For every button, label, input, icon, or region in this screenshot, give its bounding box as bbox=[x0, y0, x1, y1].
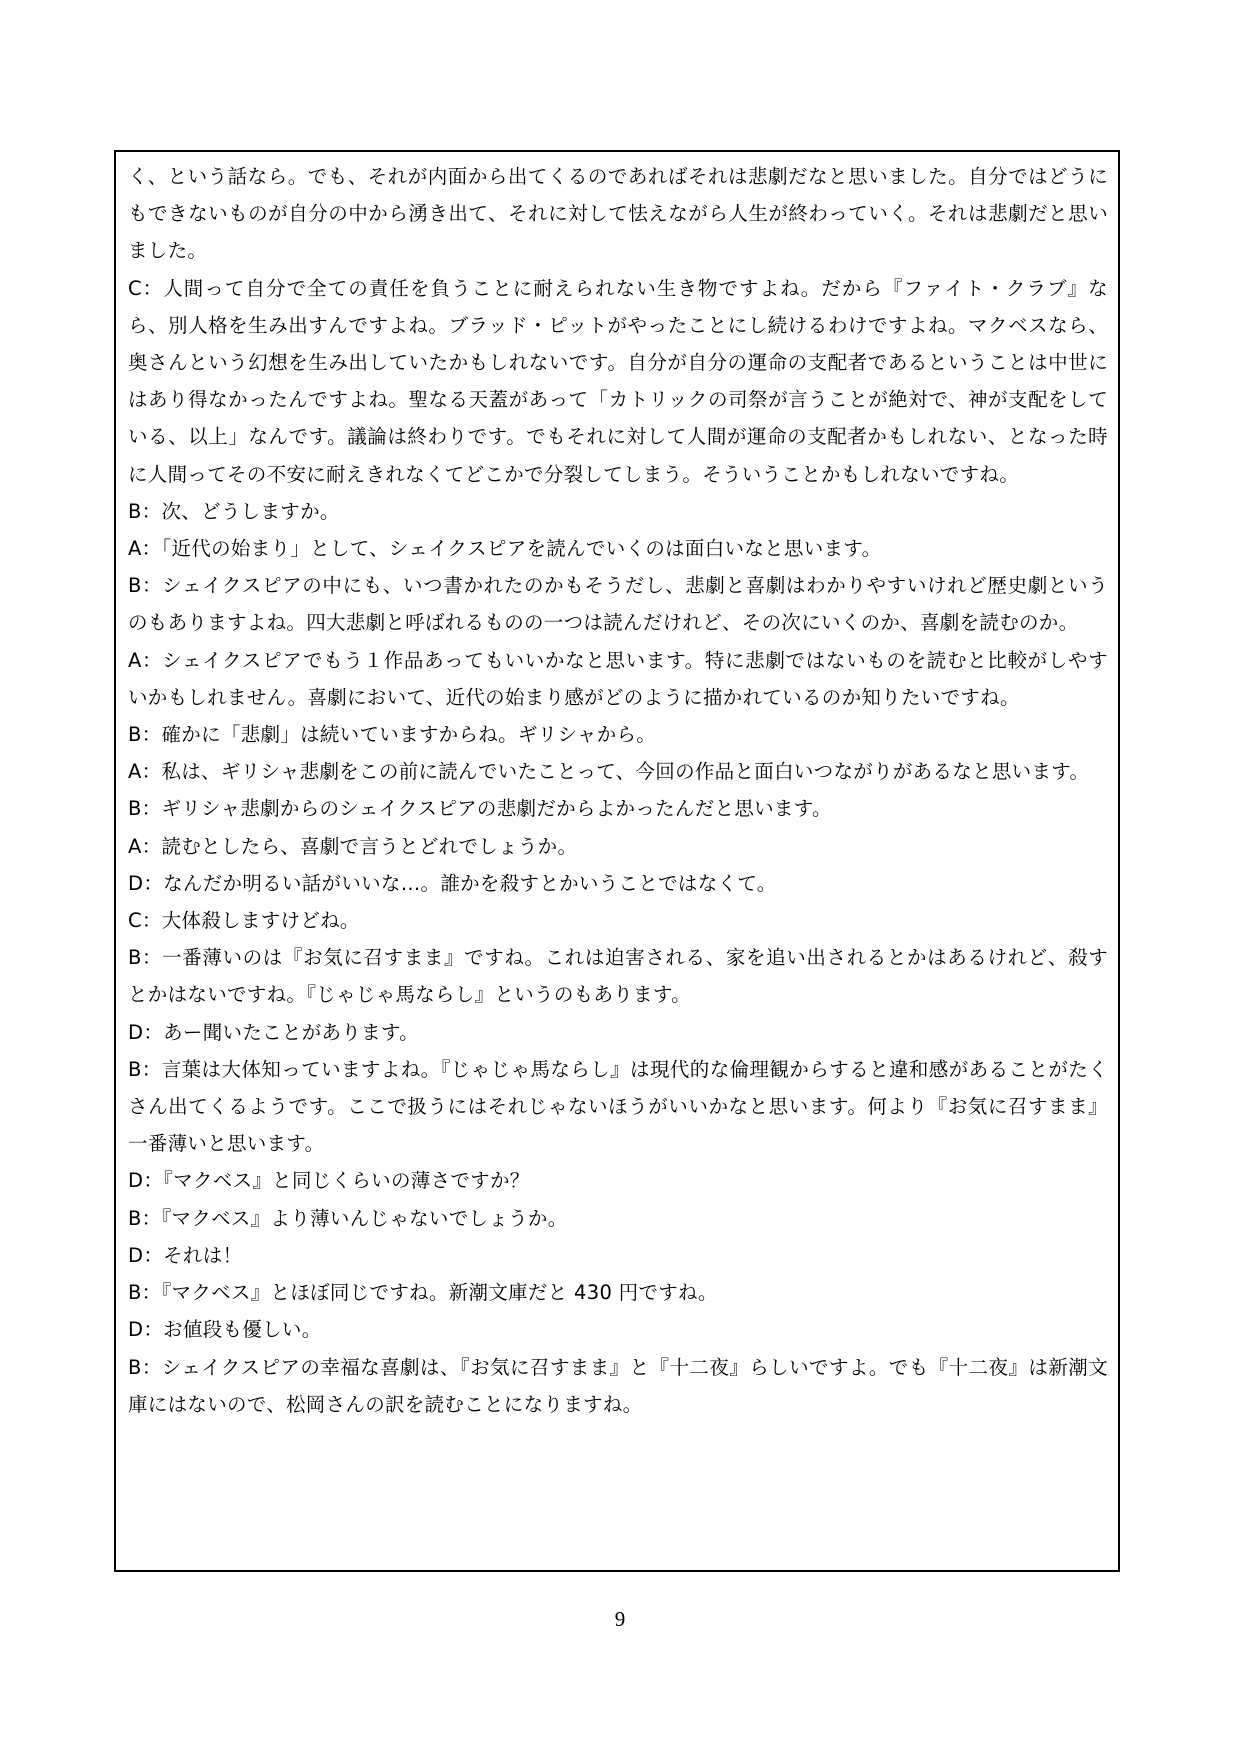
transcript-paragraph: A：私は、ギリシャ悲劇をこの前に読んでいたことって、今回の作品と面白いつながりがあるなと思います。 bbox=[128, 760, 1090, 784]
page-number: 9 bbox=[614, 1607, 626, 1631]
transcript-paragraph: く、という話なら。でも、それが内面から出てくるのであればそれは悲劇だなと思いました。自分ではどうにもできないものが自分の中から湧き出て、それに対して怯えながら人生が終わっていく。それは悲劇だと思いました。 bbox=[128, 165, 1108, 263]
transcript-paragraph: A：シェイクスピアでもう１作品あってもいいかなと思います。特に悲劇ではないものを読むと比較がしやすいかもしれません。喜劇において、近代の始まり感がどのように描かれているのか知りたいですね。 bbox=[128, 648, 1108, 709]
transcript-paragraph: B：シェイクスピアの幸福な喜劇は、『お気に召すまま』と『十二夜』らしいですよ。でも『十二夜』は新潮文庫にはないので、松岡さんの訳を読むことになりますね。 bbox=[128, 1355, 1108, 1416]
transcript-paragraph: B：確かに「悲劇」は続いていますからね。ギリシャから。 bbox=[128, 723, 657, 747]
transcript-paragraph: A：読むとしたら、喜劇で言うとどれでしょうか。 bbox=[128, 834, 578, 858]
transcript-paragraph: B：言葉は大体知っていますよね。『じゃじゃ馬ならし』は現代的な倫理観からすると違和感があることがたくさん出てくるようです。ここで扱うにはそれじゃないほうがいいかなと思います。何より『お気に召すまま』一番薄いと思います。 bbox=[128, 1057, 1108, 1156]
transcript-paragraph: C：人間って自分で全ての責任を負うことに耐えられない生き物ですよね。だから『ファイト・クラブ』なら、別人格を生み出すんですよね。ブラッド・ピットがやったことにし続けるわけですよね。マクベスなら、奥さんという幻想を生み出していたかもしれないです。自分が自分の運命の支配者であるということは中世にはあり得なかったんですよね。聖なる天蓋があって「カトリックの司祭が言うことが絶対で、神が支配をしている、以上」なんです。議論は終わりです。でもそれに対して人間が運命の支配者かもしれない、となった時に人間ってその不安に耐えきれなくてどこかで分裂してしまう。そういうことかもしれないですね。 bbox=[128, 276, 1108, 486]
transcript-paragraph: B：次、どうしますか。 bbox=[128, 499, 340, 523]
transcript-paragraph: D：なんだか明るい話がいいな…。誰かを殺すとかいうことではなくて。 bbox=[128, 871, 777, 895]
transcript-paragraph: D：あー聞いたことがあります。 bbox=[128, 1020, 419, 1044]
transcript-paragraph: D：『マクベス』と同じくらいの薄さですか？ bbox=[128, 1169, 530, 1193]
transcript-paragraph: D：それは！ bbox=[128, 1243, 243, 1267]
transcript-paragraph: B：一番薄いのは『お気に召すまま』ですね。これは迫害される、家を追い出されるとかはあるけれど、殺すとかはないですね。『じゃじゃ馬ならし』というのもあります。 bbox=[128, 946, 1108, 1007]
transcript-paragraph: B：シェイクスピアの中にも、いつ書かれたのかもそうだし、悲劇と喜劇はわかりやすいけれど歴史劇というのもありますよね。四大悲劇と呼ばれるものの一つは読んだけれど、その次にいくのか、喜劇を読むのか。 bbox=[128, 574, 1108, 635]
transcript-paragraph: D：お値段も優しい。 bbox=[128, 1318, 322, 1342]
transcript-box bbox=[114, 150, 1120, 1572]
transcript-paragraph: B：ギリシャ悲劇からのシェイクスピアの悲劇だからよかったんだと思います。 bbox=[128, 797, 832, 821]
transcript-paragraph: C：大体殺しますけどね。 bbox=[128, 909, 360, 933]
transcript-paragraph: B：『マクベス』より薄いんじゃないでしょうか。 bbox=[128, 1206, 568, 1230]
transcript-paragraph: A：「近代の始まり」として、シェイクスピアを読んでいくのは面白いなと思います。 bbox=[128, 537, 882, 561]
transcript-paragraph: B：『マクベス』とほぼ同じですね。新潮文庫だと 430 円ですね。 bbox=[128, 1281, 718, 1305]
